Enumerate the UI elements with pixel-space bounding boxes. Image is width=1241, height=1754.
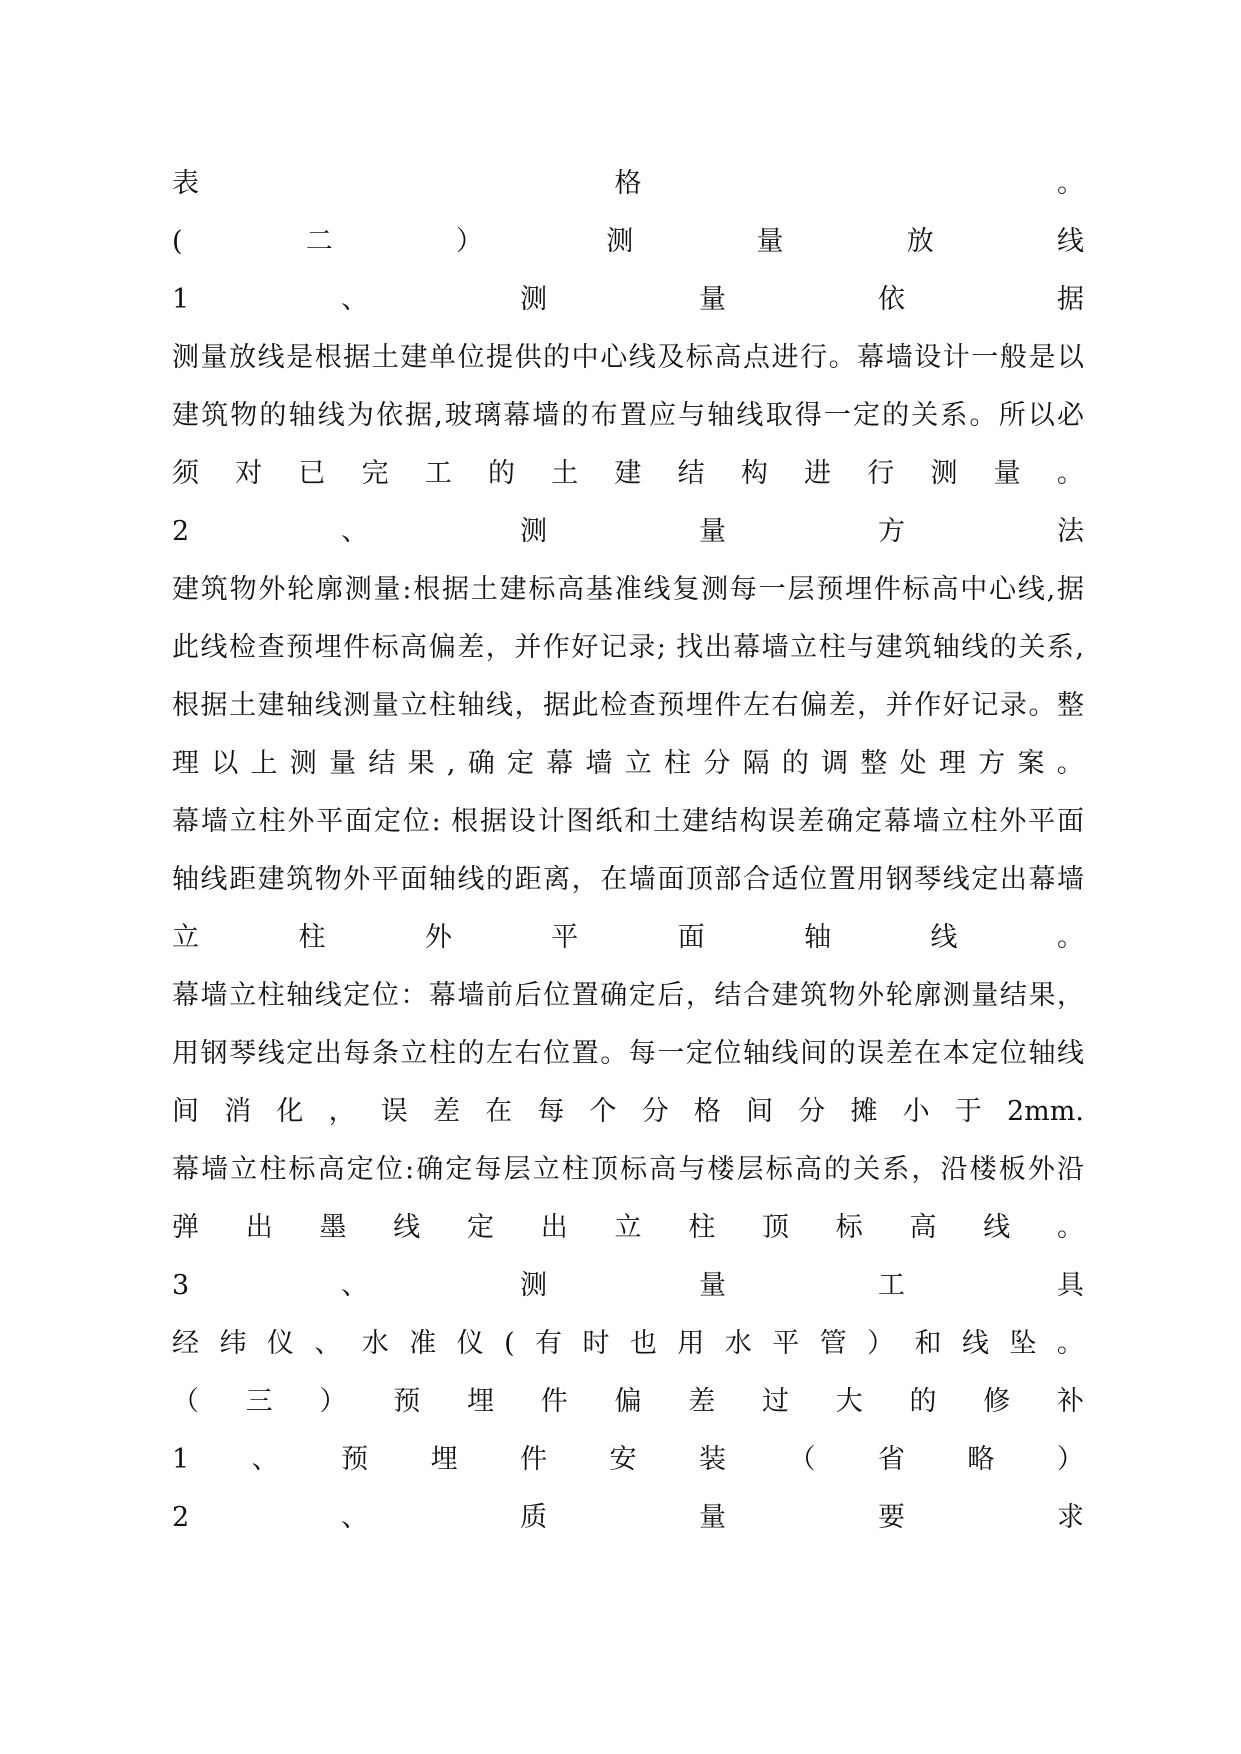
text-token: 建 — [614, 458, 642, 489]
text-line — [172, 1431, 1084, 1489]
text-token: 调 — [821, 748, 849, 779]
text-token: 测 — [520, 1270, 548, 1301]
text-token: 表 — [172, 168, 199, 199]
text-token: 立 — [614, 1212, 642, 1243]
text-token: 线 — [393, 1212, 421, 1243]
text-token: 1 — [172, 284, 190, 315]
text-token: 、 — [341, 1270, 369, 1301]
text-token: 线 — [961, 1328, 989, 1359]
text-token: 管 — [819, 1328, 847, 1359]
text-line — [172, 1083, 1084, 1141]
text-token: 、 — [341, 284, 369, 315]
text-token: 柱 — [664, 748, 692, 779]
text-token: 小 — [902, 1096, 930, 1127]
text-token: 行 — [867, 458, 895, 489]
text-token: 线 — [983, 1212, 1011, 1243]
text-token: 放 — [906, 226, 934, 257]
text-token: 立 — [172, 922, 199, 953]
text-token: 有 — [535, 1328, 563, 1359]
text-token: 。 — [1057, 1212, 1084, 1243]
text-token: 标 — [835, 1212, 863, 1243]
text-token: ( — [504, 1328, 515, 1359]
text-token: 过 — [762, 1386, 789, 1417]
text-token: 。 — [1056, 1328, 1084, 1359]
text-token: 、 — [341, 516, 369, 547]
text-token: 在 — [485, 1096, 513, 1127]
text-token: 坠 — [1009, 1328, 1037, 1359]
text-token: 安 — [609, 1444, 637, 1475]
text-token: , — [446, 748, 456, 779]
text-token: 方 — [978, 748, 1006, 779]
text-token: 2 — [172, 1502, 190, 1533]
text-token: 2 — [172, 516, 190, 547]
text-token: 个 — [589, 1096, 617, 1127]
text-token: 。 — [1056, 922, 1084, 953]
text-token: 线 — [930, 922, 958, 953]
text-token: 隔 — [742, 748, 770, 779]
text-token: 据 — [1056, 284, 1084, 315]
text-token: 件 — [540, 1386, 568, 1417]
text-token: 和 — [914, 1328, 942, 1359]
text-token: 量 — [699, 516, 727, 547]
text-token: 误 — [380, 1096, 408, 1127]
text-token: 时 — [582, 1328, 610, 1359]
text-token: 。 — [1056, 458, 1084, 489]
text-token: 间 — [172, 1096, 199, 1127]
text-token: 理 — [938, 748, 966, 779]
text-line: 用钢琴线定出每条立柱的左右位置。每一定位轴线间的误差在本定位轴线 — [172, 1038, 1084, 1069]
text-token: 偏 — [614, 1386, 642, 1417]
text-token: 的 — [909, 1386, 937, 1417]
text-token: 案 — [1017, 748, 1045, 779]
text-token: 修 — [983, 1386, 1011, 1417]
text-line — [172, 271, 1084, 329]
text-token: 仪 — [266, 1328, 294, 1359]
text-token: 构 — [740, 458, 768, 489]
text-line: 幕墙立柱轴线定位：幕墙前后位置确定后，结合建筑物外轮廓测量结果， — [172, 980, 1084, 1011]
text-token: 面 — [677, 922, 705, 953]
text-line — [172, 503, 1084, 561]
text-line: 建筑物的轴线为依据,玻璃幕墙的布置应与轴线取得一定的关系。所以必 — [172, 400, 1084, 431]
text-token: 果 — [407, 748, 435, 779]
text-token: 处 — [899, 748, 927, 779]
text-line — [172, 1373, 1084, 1431]
text-token: 件 — [520, 1444, 548, 1475]
text-token: 量 — [329, 748, 357, 779]
text-token: 二 — [305, 226, 333, 257]
text-token: 轴 — [804, 922, 832, 953]
text-line — [172, 445, 1084, 503]
text-token: 完 — [361, 458, 389, 489]
text-line: 根据土建轴线测量立柱轴线，据此检查预埋件左右偏差，并作好记录。整 — [172, 690, 1084, 721]
text-token: 须 — [172, 458, 199, 489]
text-token: 补 — [1057, 1386, 1084, 1417]
text-token: 的 — [488, 458, 516, 489]
text-token: 格 — [693, 1096, 721, 1127]
text-token: ） — [1056, 1444, 1084, 1475]
text-token: 墨 — [319, 1212, 347, 1243]
text-token: 差 — [432, 1096, 460, 1127]
text-token: 质 — [520, 1502, 548, 1533]
text-token: 测 — [606, 226, 634, 257]
text-token: 分 — [641, 1096, 669, 1127]
text-line: 幕墙立柱外平面定位: 根据设计图纸和土建结构误差确定幕墙立柱外平面 — [172, 806, 1084, 837]
text-token: 摊 — [850, 1096, 878, 1127]
text-token: ） — [867, 1328, 895, 1359]
text-token: 弹 — [172, 1212, 199, 1243]
text-token: 、 — [314, 1328, 342, 1359]
text-token: 三 — [245, 1386, 273, 1417]
text-token: 出 — [540, 1212, 568, 1243]
text-token: 线 — [1056, 226, 1084, 257]
text-token: 。 — [1056, 748, 1084, 779]
text-token: 工 — [878, 1270, 905, 1301]
text-token: 已 — [298, 458, 326, 489]
text-line: 幕墙立柱标高定位:确定每层立柱顶标高与楼层标高的关系，沿楼板外沿 — [172, 1154, 1084, 1185]
text-token: 格 — [614, 168, 642, 199]
text-token: 差 — [688, 1386, 716, 1417]
text-token: 、 — [251, 1444, 279, 1475]
text-token: 求 — [1056, 1502, 1084, 1533]
text-token: 高 — [909, 1212, 937, 1243]
text-line — [172, 1489, 1084, 1547]
text-token: 于 — [954, 1096, 982, 1127]
text-token: 水 — [361, 1328, 389, 1359]
text-token: 依 — [878, 284, 905, 315]
text-token: 测 — [289, 748, 317, 779]
text-token: 也 — [629, 1328, 657, 1359]
text-token: 间 — [746, 1096, 774, 1127]
text-line: 建筑物外轮廓测量:根据土建标高基准线复测每一层预埋件标高中心线,据 — [172, 574, 1084, 605]
text-token: ， — [328, 1096, 356, 1127]
text-token: 用 — [677, 1328, 705, 1359]
text-line — [172, 735, 1084, 793]
text-token: （ — [788, 1444, 816, 1475]
text-token: 仪 — [456, 1328, 484, 1359]
text-token: ） — [319, 1386, 347, 1417]
text-line: 轴线距建筑物外平面轴线的距离，在墙面顶部合适位置用钢琴线定出幕墙 — [172, 864, 1084, 895]
text-token: 对 — [235, 458, 263, 489]
text-token: 法 — [1056, 516, 1084, 547]
text-token: 3 — [172, 1270, 190, 1301]
text-token: 整 — [860, 748, 888, 779]
text-token: 量 — [699, 1502, 727, 1533]
text-token: 量 — [993, 458, 1021, 489]
text-token: 上 — [250, 748, 278, 779]
text-token: 定 — [467, 1212, 494, 1243]
text-token: 顶 — [762, 1212, 789, 1243]
text-token: 埋 — [430, 1444, 458, 1475]
text-token: 土 — [551, 458, 579, 489]
text-token: 确 — [467, 748, 495, 779]
text-token: 水 — [724, 1328, 752, 1359]
text-line — [172, 1257, 1084, 1315]
text-token: 装 — [699, 1444, 726, 1475]
text-line — [172, 1315, 1084, 1373]
text-token: 结 — [368, 748, 396, 779]
text-token: 幕 — [546, 748, 574, 779]
text-token: 经 — [172, 1328, 199, 1359]
text-token: 分 — [703, 748, 731, 779]
text-token: 测 — [520, 284, 548, 315]
text-token: 1 — [172, 1444, 190, 1475]
text-line — [172, 155, 1084, 213]
text-token: 以 — [211, 748, 239, 779]
text-token: 定 — [506, 748, 534, 779]
text-token: 消 — [224, 1096, 252, 1127]
text-token: 准 — [409, 1328, 437, 1359]
text-token: 省 — [877, 1444, 905, 1475]
text-token: 量 — [699, 284, 727, 315]
text-token: ( — [172, 226, 183, 257]
text-token: 纬 — [219, 1328, 247, 1359]
text-token: 进 — [804, 458, 832, 489]
text-token: 、 — [341, 1502, 369, 1533]
text-token: 外 — [424, 922, 452, 953]
text-token: 墙 — [585, 748, 613, 779]
text-line: 测量放线是根据土建单位提供的中心线及标高点进行。幕墙设计一般是以 — [172, 342, 1084, 373]
text-token: 平 — [772, 1328, 800, 1359]
text-token: 量 — [699, 1270, 727, 1301]
text-token: 具 — [1056, 1270, 1084, 1301]
text-token: 量 — [756, 226, 784, 257]
text-token: 每 — [537, 1096, 565, 1127]
text-token: 的 — [781, 748, 809, 779]
text-token: 2mm. — [1007, 1096, 1084, 1127]
text-token: 要 — [878, 1502, 905, 1533]
text-token: 理 — [172, 748, 199, 779]
text-token: 立 — [624, 748, 652, 779]
text-token: ） — [456, 226, 484, 257]
text-token: 化 — [276, 1096, 304, 1127]
text-token: 工 — [424, 458, 452, 489]
text-token: （ — [172, 1386, 199, 1417]
text-token: 测 — [930, 458, 958, 489]
text-token: 。 — [1057, 168, 1084, 199]
text-token: 分 — [798, 1096, 826, 1127]
text-token: 略 — [967, 1444, 995, 1475]
text-token: 大 — [835, 1386, 863, 1417]
text-token: 埋 — [467, 1386, 494, 1417]
text-token: 出 — [245, 1212, 273, 1243]
text-line — [172, 213, 1084, 271]
text-token: 预 — [393, 1386, 421, 1417]
text-token: 平 — [551, 922, 579, 953]
text-token: 方 — [878, 516, 905, 547]
text-line: 此线检查预埋件标高偏差，并作好记录; 找出幕墙立柱与建筑轴线的关系, — [172, 632, 1084, 663]
text-token: 柱 — [298, 922, 326, 953]
text-token: 测 — [520, 516, 548, 547]
body-text — [172, 155, 1084, 1547]
text-token: 结 — [677, 458, 705, 489]
text-token: 柱 — [688, 1212, 716, 1243]
text-token: 预 — [341, 1444, 369, 1475]
text-line — [172, 1199, 1084, 1257]
text-line — [172, 909, 1084, 967]
